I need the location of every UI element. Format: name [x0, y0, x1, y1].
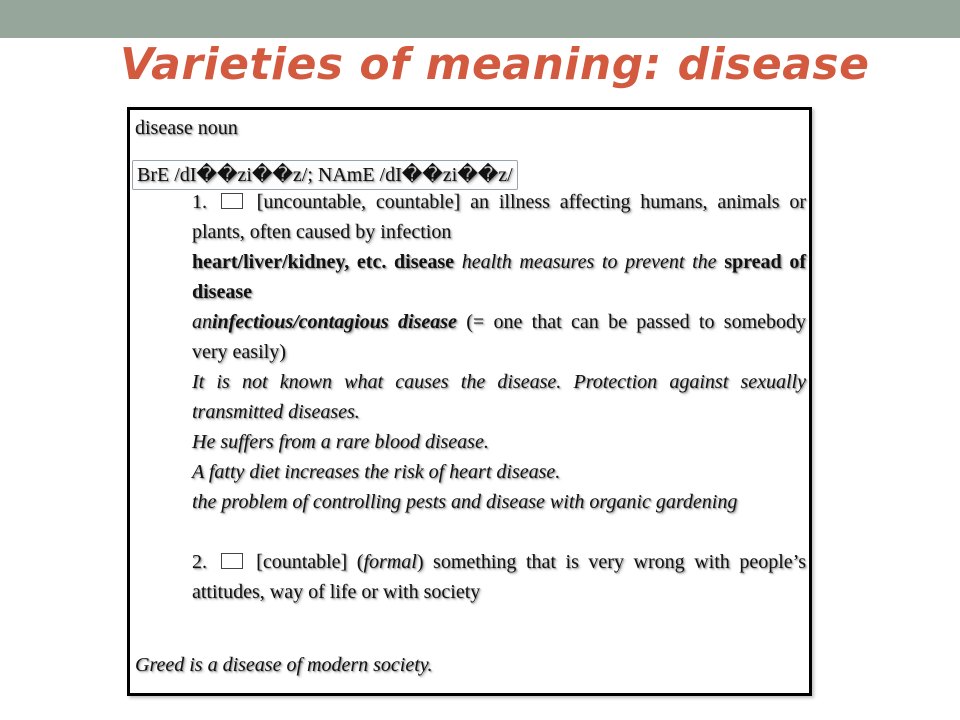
collocation-1-bold-2: spread of disease	[192, 251, 807, 303]
collocation-2-article: an	[192, 311, 212, 333]
sense-1-definition	[192, 187, 806, 247]
sense-2-definition: 2. [countable] (formal) something that is very wrong with people’s attitudes, way of life or with society	[192, 551, 806, 603]
headword: disease noun	[135, 117, 238, 139]
example-1: It is not known what causes the disease. Protection against sexually transmitted diseases.	[192, 371, 806, 423]
slide-title: Varieties of meaning: disease	[120, 39, 870, 90]
example-3: A fatty diet increases the risk of heart disease.	[192, 461, 561, 483]
sense-2-grammar: [countable]	[256, 551, 348, 573]
collocation-2-bold: infectious/contagious disease	[212, 311, 457, 333]
collocation-1-example: health measures to prevent the	[461, 251, 717, 273]
sense-1-text: an illness affecting humans, animals or plants, often caused by infection	[192, 191, 807, 243]
top-accent-band	[0, 0, 960, 38]
final-example: Greed is a disease of modern society.	[135, 654, 433, 676]
sense-marker-icon	[221, 193, 243, 209]
pronunciation: BrE /dΙ��zi��z/; NAmE /dΙ��zi��z/	[132, 160, 518, 190]
example-2: He suffers from a rare blood disease.	[192, 431, 489, 453]
sense-1-grammar: [uncountable, countable]	[256, 191, 461, 213]
collocation-2	[192, 307, 806, 367]
collocation-1-bold: heart/liver/kidney, etc. disease	[192, 251, 455, 273]
dictionary-entry-box	[127, 107, 812, 696]
collocation-2-gloss: (= one that can be passed to somebody very easily)	[192, 311, 806, 363]
example-4: the problem of controlling pests and disease with organic gardening	[192, 491, 738, 513]
sense-marker-icon	[221, 553, 243, 569]
sense-2-number: 2.	[192, 551, 207, 573]
collocation-1	[192, 247, 806, 307]
sense-2-register: formal	[363, 551, 417, 573]
sense-1-number: 1.	[192, 191, 207, 213]
sense-2-text: something that is very wrong with people’s attitudes, way of life or with society	[192, 551, 806, 603]
